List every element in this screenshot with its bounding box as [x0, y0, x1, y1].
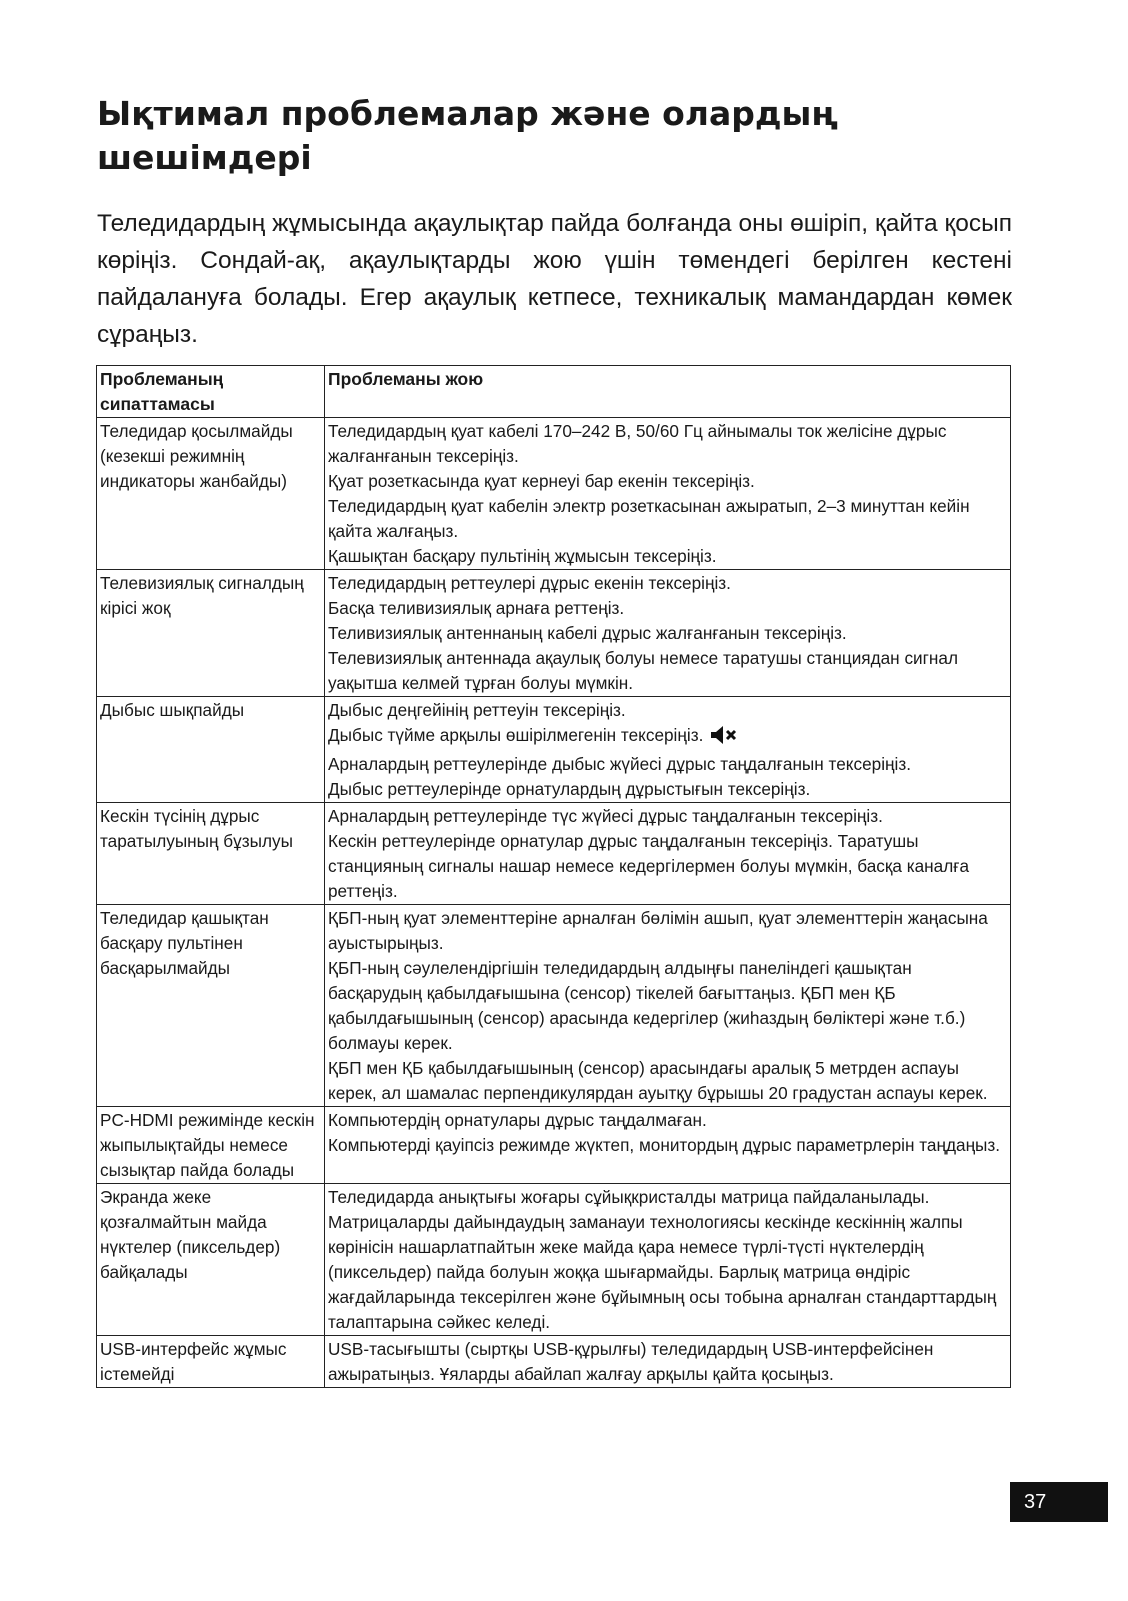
- solution-line: Арналардың реттеулерінде дыбыс жүйесі дұрыс таңдалғанын тексеріңіз.: [328, 754, 911, 774]
- solution-cell: [325, 1336, 1011, 1388]
- table-row: [97, 1107, 1011, 1184]
- table-row: [97, 418, 1011, 570]
- solution-cell: [325, 1184, 1011, 1336]
- troubleshooting-table: [96, 365, 1011, 1388]
- intro-paragraph: Теледидардың жұмысында ақаулықтар пайда болғанда оны өшіріп, қайта қосып көріңіз. Сондай-ақ, ақаулықтарды жою үшін төмендегі берілген кестені пайдалануға болады. Егер ақаулық кетпесе, техникалық мамандардан көмек сұраңыз.: [97, 210, 1012, 348]
- solution-line: Теледидарда анықтығы жоғары сұйықкристалды матрица пайдаланылады. Матрицаларды дайындаудың заманауи технологиясы кескінде кескіннің жалпы көрінісін нашарлатпайтын жеке майда қара немесе түрлі-түсті нүктелердің (пиксельдер) пайда болуын жоққа шығармайды. Барлық матрица өндіріс жағдайларында тексерілген және бұйымның осы тобына арналған стандарттардың талаптарына сәйкес келеді.: [328, 1187, 997, 1332]
- problem-cell: Телевизиялық сигналдың кірісі жоқ: [97, 570, 325, 697]
- solution-line: Компьютердің орнатулары дұрыс таңдалмаған.: [328, 1110, 707, 1130]
- solution-line: Телевизиялық антеннада ақаулық болуы немесе таратушы станциядан сигнал уақытша келмей тұрған болуы мүмкін.: [328, 648, 958, 693]
- solution-line: Теледидардың реттеулері дұрыс екенін тексеріңіз.: [328, 573, 731, 593]
- solution-cell: [325, 905, 1011, 1107]
- problem-cell: Кескін түсінің дұрыс таратылуының бұзылуы: [97, 803, 325, 905]
- solution-line: ҚБП-ның қуат элементтеріне арналған бөлімін ашып, қуат элементтерін жаңасына ауыстырыңыз.: [328, 908, 988, 953]
- solution-line: Қуат розеткасында қуат кернеуі бар екенін тексеріңіз.: [328, 471, 755, 491]
- solution-text: Дыбыс түйме арқылы өшірілмегенін тексеріңіз.: [328, 725, 704, 745]
- solution-line: USB-тасығышты (сыртқы USB-құрылғы) теледидардың USB-интерфейсінен ажыратыңыз. Ұяларды абайлап жалғау арқылы қайта қосыңыз.: [328, 1339, 934, 1384]
- table-row: [97, 697, 1011, 803]
- table-row: [97, 803, 1011, 905]
- problem-cell: PC-HDMI режимінде кескін жыпылықтайды немесе сызықтар пайда болады: [97, 1107, 325, 1184]
- table-row: [97, 1184, 1011, 1336]
- problem-cell: Экранда жеке қозғалмайтын майда нүктелер (пиксельдер) байқалады: [97, 1184, 325, 1336]
- solution-cell: [325, 570, 1011, 697]
- problem-cell: Теледидар қосылмайды (кезекші режимнің индикаторы жанбайды): [97, 418, 325, 570]
- solution-line: ҚБП мен ҚБ қабылдағышының (сенсор) арасындағы аралық 5 метрден аспауы керек, ал шамалас перпендикулярдан ауытқу бұрышы 20 градустан аспауы керек.: [328, 1058, 988, 1103]
- solution-line: Басқа теливизиялық арнаға реттеңіз.: [328, 598, 625, 618]
- table-row: [97, 570, 1011, 697]
- table-row: [97, 1336, 1011, 1388]
- solution-cell: [325, 697, 1011, 803]
- speaker-mute-icon: [709, 725, 739, 752]
- problem-cell: Теледидар қашықтан басқару пультінен басқарылмайды: [97, 905, 325, 1107]
- solution-line: Кескін реттеулерінде орнатулар дұрыс таңдалғанын тексеріңіз. Таратушы станцияның сигналы нашар немесе кедергілермен болуы мүмкін, басқа каналға реттеңіз.: [328, 831, 970, 901]
- page-title: Ықтимал проблемалар және олардың шешімдері: [97, 94, 838, 177]
- solution-line: Компьютерді қауіпсіз режимде жүктеп, монитордың дұрыс параметрлерін таңдаңыз.: [328, 1135, 1001, 1155]
- solution-cell: [325, 1107, 1011, 1184]
- solution-line: Дыбыс реттеулерінде орнатулардың дұрыстығын тексеріңіз.: [328, 779, 811, 799]
- solution-cell: [325, 418, 1011, 570]
- solution-line: Дыбыс деңгейінің реттеуін тексеріңіз.: [328, 700, 626, 720]
- solution-line: ҚБП-ның сәулелендіргішін теледидардың алдыңғы панеліндегі қашықтан басқарудың қабылдағышына (сенсор) тікелей бағыттаңыз. ҚБП мен ҚБ қабылдағышының (сенсор) арасында кедергілер (жиһаздың бөліктері және т.б.) болмауы керек.: [328, 958, 966, 1053]
- table-row: [97, 905, 1011, 1107]
- solution-line: Арналардың реттеулерінде түс жүйесі дұрыс таңдалғанын тексеріңіз.: [328, 806, 883, 826]
- problem-cell: USB-интерфейс жұмыс істемейді: [97, 1336, 325, 1388]
- header-problem: Проблеманың сипаттамасы: [97, 366, 325, 418]
- solution-line: Қашықтан басқару пультінің жұмысын тексеріңіз.: [328, 546, 717, 566]
- table-header-row: [97, 366, 1011, 418]
- page-number: 37: [1010, 1482, 1108, 1522]
- problem-cell: Дыбыс шықпайды: [97, 697, 325, 803]
- header-solution: Проблеманы жою: [325, 366, 1011, 418]
- solution-line: Теливизиялық антеннаның кабелі дұрыс жалғанғанын тексеріңіз.: [328, 623, 847, 643]
- solution-line: Теледидардың қуат кабелі 170–242 В, 50/60 Гц айнымалы ток желісіне дұрыс жалғанғанын тексеріңіз.: [328, 421, 947, 466]
- solution-line: Теледидардың қуат кабелін электр розеткасынан ажыратып, 2–3 минуттан кейін қайта жалғаңыз.: [328, 496, 970, 541]
- solution-line-with-icon: [328, 723, 1007, 752]
- solution-cell: [325, 803, 1011, 905]
